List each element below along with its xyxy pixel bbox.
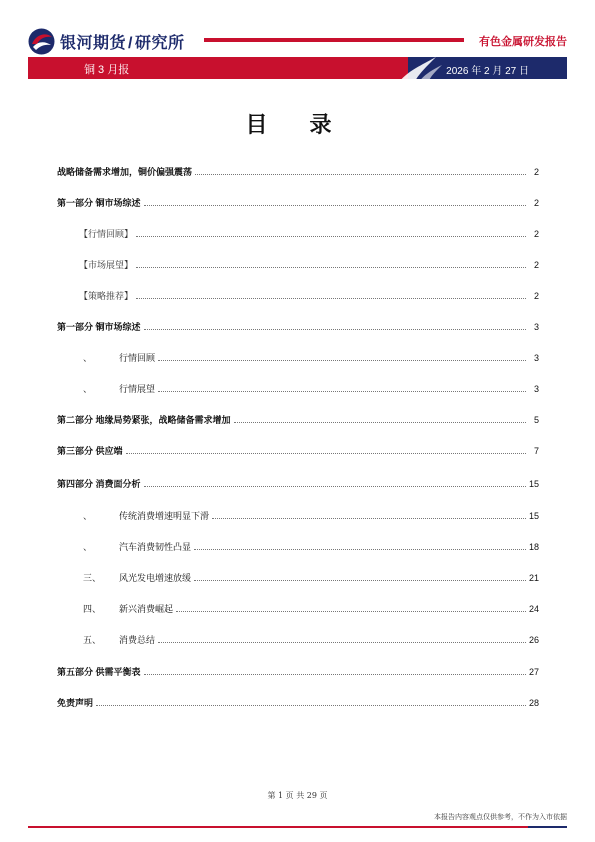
brand-name: 银河期货 (60, 35, 127, 52)
toc-entry[interactable] (57, 691, 539, 709)
toc-entry-page: 2 (533, 291, 539, 301)
toc-entry-page: 2 (533, 260, 539, 270)
page-header (0, 0, 595, 82)
toc-entry-title (83, 572, 191, 584)
toc-entry-text: 传统消费增速明显下滑 (119, 511, 210, 521)
toc-entry-number: 三、 (83, 573, 102, 583)
toc-entry-page: 15 (528, 479, 539, 489)
page-number: 第 1 页 共 29 页 (267, 791, 328, 800)
toc-entry-page: 2 (533, 198, 539, 208)
toc-entry-page: 7 (533, 446, 539, 456)
toc-entry-page: 3 (533, 322, 539, 332)
toc-entry[interactable] (57, 535, 539, 553)
toc-heading: 目 录 (245, 112, 350, 137)
band-swoosh-icon (388, 57, 444, 79)
toc-entry-title: 第五部分 供需平衡表 (57, 667, 141, 677)
toc-leader-dots (234, 421, 526, 423)
toc-entry[interactable] (57, 191, 539, 209)
toc-entry[interactable] (57, 315, 539, 333)
toc-leader-dots (158, 641, 526, 643)
toc-entry-number: 、 (83, 353, 93, 363)
toc-entry[interactable] (57, 472, 539, 490)
toc-entry[interactable] (57, 160, 539, 178)
toc-leader-dots (126, 452, 526, 454)
toc-entry-number: 、 (83, 511, 93, 521)
toc-entry-text: 风光发电增速放缓 (119, 573, 192, 583)
toc-leader-dots (144, 673, 526, 675)
toc-entry-text: 汽车消费韧性凸显 (119, 542, 192, 552)
report-type: 有色金属研发报告 (479, 36, 567, 48)
toc-entry[interactable] (57, 346, 539, 364)
toc-entry-page: 18 (528, 542, 539, 552)
toc-entry-title: 第一部分 铜市场综述 (57, 322, 141, 332)
brand-separator: / (128, 35, 133, 52)
toc-entry-title (83, 352, 155, 364)
toc-entry-title (83, 383, 155, 395)
toc-leader-dots (136, 266, 526, 268)
toc-entry[interactable] (57, 408, 539, 426)
toc-entry-title: 战略储备需求增加，铜价偏强震荡 (57, 167, 193, 177)
toc-leader-dots (144, 204, 526, 206)
toc-entry-number: 五、 (83, 635, 102, 645)
toc-leader-dots (195, 173, 526, 175)
toc-entry-title: 第三部分 供应端 (57, 446, 123, 456)
toc-entry[interactable] (57, 597, 539, 615)
toc-entry-title: 第四部分 消费面分析 (57, 479, 141, 489)
toc-leader-dots (158, 390, 526, 392)
toc-entry-page: 5 (533, 415, 539, 425)
toc-entry-title: 【策略推荐】 (79, 291, 134, 301)
toc-entry-text: 行情展望 (119, 384, 156, 394)
toc-entry[interactable] (57, 660, 539, 678)
toc-entry-text: 新兴消费崛起 (119, 604, 174, 614)
toc-entry-page: 28 (528, 698, 539, 708)
footer-red-line (28, 826, 528, 828)
toc-entry[interactable] (57, 377, 539, 395)
toc-leader-dots (194, 579, 526, 581)
brand-unit: 研究所 (134, 35, 185, 52)
toc-entry-page: 2 (533, 229, 539, 239)
toc-entry-number: 、 (83, 542, 93, 552)
toc-entry-page: 15 (528, 511, 539, 521)
toc-entry-number: 、 (83, 384, 93, 394)
title-band (28, 57, 567, 79)
toc-entry[interactable] (57, 222, 539, 240)
brand-title (60, 30, 184, 53)
toc-entry[interactable] (57, 504, 539, 522)
toc-leader-dots (194, 548, 526, 550)
toc-leader-dots (212, 517, 526, 519)
toc-leader-dots (176, 610, 526, 612)
toc-entry-page: 24 (528, 604, 539, 614)
toc-leader-dots (144, 485, 526, 487)
toc-entry-title (83, 634, 155, 646)
footer-navy-line (528, 826, 567, 828)
toc-leader-dots (144, 328, 526, 330)
toc-leader-dots (158, 359, 526, 361)
yinhe-logo-icon (28, 28, 55, 55)
toc-entry-page: 3 (533, 384, 539, 394)
toc-entry[interactable] (57, 566, 539, 584)
toc-leader-dots (96, 704, 526, 706)
toc-leader-dots (136, 235, 526, 237)
header-red-line (204, 38, 464, 42)
toc-entry-title (83, 541, 191, 553)
toc-entry-page: 3 (533, 353, 539, 363)
band-title: 铜 3 月报 (84, 64, 130, 76)
toc-entry[interactable] (57, 284, 539, 302)
toc-entry-title (83, 510, 209, 522)
toc-entry-page: 2 (533, 167, 539, 177)
toc-entry-title (83, 603, 173, 615)
toc-entry-page: 21 (528, 573, 539, 583)
toc-entry-title: 【市场展望】 (79, 260, 134, 270)
toc-entry-title: 【行情回顾】 (79, 229, 134, 239)
toc-entry-text: 消费总结 (119, 635, 156, 645)
toc-entry-page: 27 (528, 667, 539, 677)
toc-entry-title: 第一部分 铜市场综述 (57, 198, 141, 208)
toc-entry-title: 免责声明 (57, 698, 94, 708)
toc-entry[interactable] (57, 253, 539, 271)
disclaimer-note: 本报告内容观点仅供参考，不作为入市依据 (434, 813, 567, 821)
toc-entry-title: 第二部分 地缘局势紧张，战略储备需求增加 (57, 415, 231, 425)
toc-entry[interactable] (57, 628, 539, 646)
toc-leader-dots (136, 297, 526, 299)
toc-entry-page: 26 (528, 635, 539, 645)
toc-entry[interactable] (57, 439, 539, 457)
report-date: 2026 年 2 月 27 日 (446, 66, 529, 77)
toc-entry-number: 四、 (83, 604, 102, 614)
toc-entry-text: 行情回顾 (119, 353, 156, 363)
